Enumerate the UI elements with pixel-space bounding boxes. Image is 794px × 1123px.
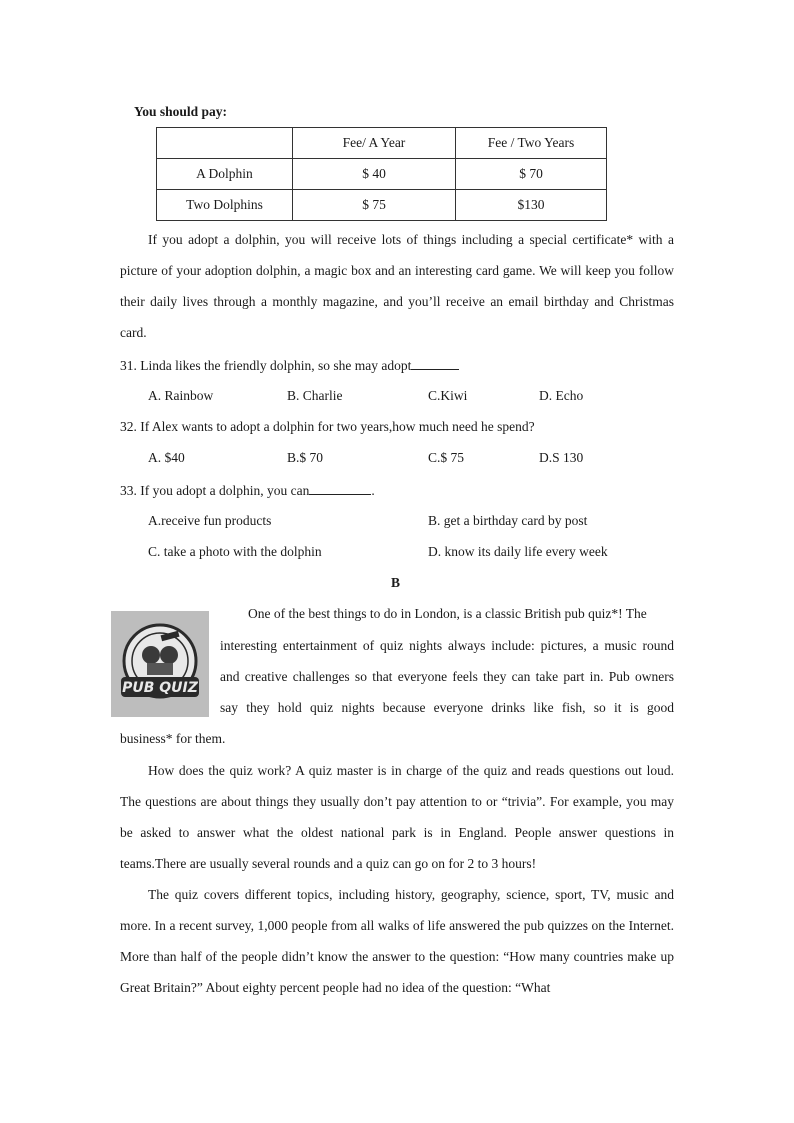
answer-blank bbox=[309, 482, 371, 495]
adopt-paragraph bbox=[120, 224, 674, 348]
table-row bbox=[157, 190, 607, 221]
quiz-topics-paragraph-text: The quiz covers different topics, including history, geography, science, sport, TV, music and more. In a recent survey, 1,000 people from all walks of life answered the pub quizzes on the Internet. More than half of the people didn’t know the answer to the question: “How many countries make up Great Britain?” About eighty percent people had no idea of the question: “What bbox=[120, 887, 674, 995]
question-33 bbox=[120, 482, 375, 499]
option: C. take a photo with the dolphin bbox=[148, 544, 322, 559]
adopt-paragraph-text: If you adopt a dolphin, you will receive lots of things including a special certificate* with a picture of your adoption dolphin, a magic box and an interesting card game. We will keep you follow their daily lives through a monthly magazine, and you’ll receive an email birthday and Christmas card. bbox=[120, 232, 674, 340]
option: A.receive fun products bbox=[148, 513, 272, 528]
fee-table bbox=[156, 127, 607, 221]
pub-paragraph-wrap bbox=[220, 630, 674, 723]
option: B.$ 70 bbox=[287, 450, 324, 465]
table-header-cell: Fee / Two Years bbox=[456, 128, 607, 159]
question-32 bbox=[120, 419, 535, 435]
pub-quiz-image bbox=[111, 611, 209, 717]
pub-quiz-logo-icon bbox=[111, 611, 209, 717]
pub-paragraph-line: and creative challenges so that everyone feels they can take part in. Pub owners bbox=[220, 669, 674, 684]
pub-paragraph-line: One of the best things to do in London, is a classic British pub quiz*! The bbox=[248, 606, 647, 621]
option: D. Echo bbox=[539, 388, 584, 403]
question-suffix: . bbox=[371, 483, 375, 498]
table-header-cell bbox=[157, 128, 293, 159]
pub-paragraph-line: say they hold quiz nights because everyone drinks like fish, so it is good bbox=[220, 700, 674, 715]
question-text: 32. If Alex wants to adopt a dolphin for two years,how much need he spend? bbox=[120, 419, 535, 434]
question-text: 31. Linda likes the friendly dolphin, so she may adopt bbox=[120, 358, 412, 373]
table-cell: $130 bbox=[456, 190, 607, 221]
table-cell: $ 75 bbox=[293, 190, 456, 221]
table-header-cell: Fee/ A Year bbox=[293, 128, 456, 159]
quiz-work-paragraph bbox=[120, 755, 674, 879]
pub-paragraph-line: interesting entertainment of quiz nights always include: pictures, a music round bbox=[220, 638, 674, 653]
option: A. $40 bbox=[148, 450, 185, 465]
option: D.S 130 bbox=[539, 450, 584, 465]
option: C.Kiwi bbox=[428, 388, 468, 403]
option: B. Charlie bbox=[287, 388, 343, 403]
pub-paragraph-tail: business* for them. bbox=[120, 731, 226, 746]
section-heading: B bbox=[391, 575, 401, 590]
pub-quiz-logo-text: PUB QUIZ bbox=[122, 680, 198, 696]
option: A. Rainbow bbox=[148, 388, 214, 403]
table-cell: Two Dolphins bbox=[157, 190, 293, 221]
quiz-work-paragraph-text: How does the quiz work? A quiz master is in charge of the quiz and reads questions out loud. The questions are about things they usually don’t pay attention to or “trivia”. For example, you may be asked to answer what the oldest national park is in England. People answer questions in teams.There are usually several rounds and a quiz can go on for 2 to 3 hours! bbox=[120, 763, 674, 871]
pay-heading: You should pay: bbox=[134, 104, 228, 119]
option: C.$ 75 bbox=[428, 450, 465, 465]
question-text: 33. If you adopt a dolphin, you can bbox=[120, 483, 310, 498]
quiz-topics-paragraph bbox=[120, 879, 674, 1003]
option: B. get a birthday card by post bbox=[428, 513, 588, 528]
table-cell: A Dolphin bbox=[157, 159, 293, 190]
answer-blank bbox=[411, 357, 459, 370]
table-header-row bbox=[157, 128, 607, 159]
option: D. know its daily life every week bbox=[428, 544, 608, 559]
table-cell: $ 70 bbox=[456, 159, 607, 190]
table-row bbox=[157, 159, 607, 190]
question-31 bbox=[120, 357, 459, 374]
table-cell: $ 40 bbox=[293, 159, 456, 190]
